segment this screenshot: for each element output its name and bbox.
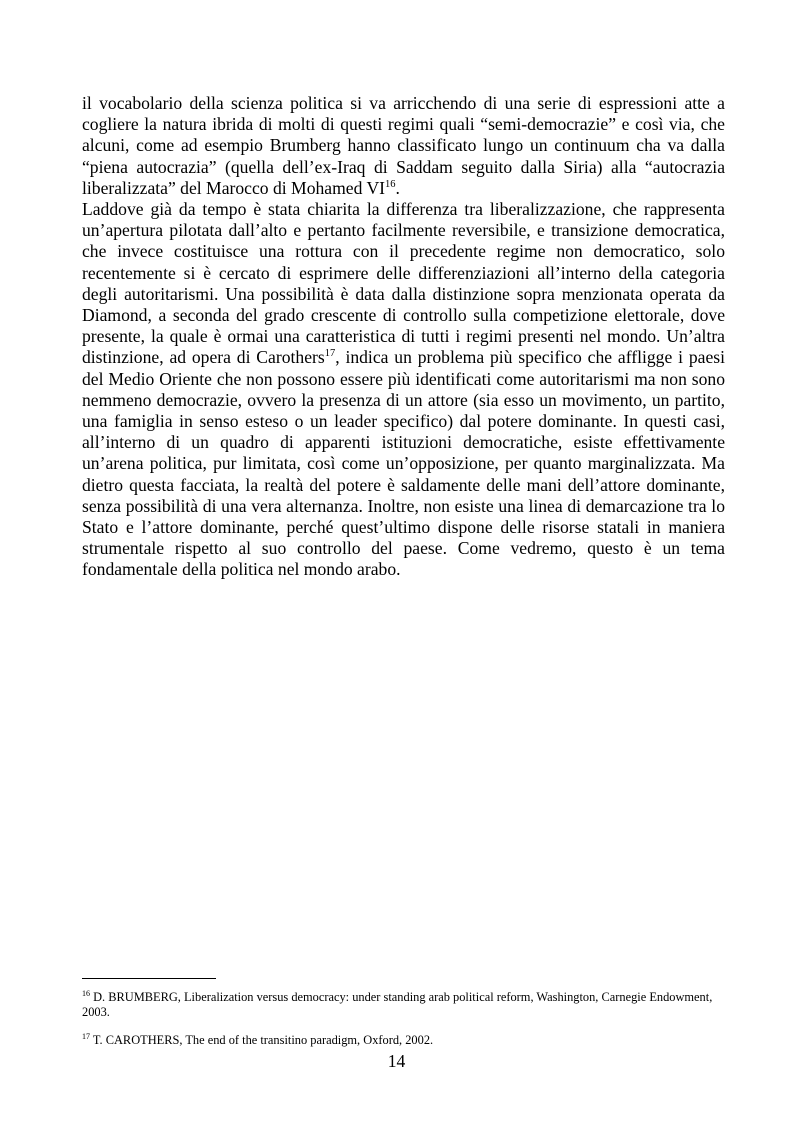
footnote-number-16: 16 [82,988,90,998]
footnote-separator [82,978,216,979]
paragraph-2-text-b: , indica un problema più specifico che affligge i paesi del Medio Oriente che non possono essere più identificati come autoritarismi ma non sono nemmeno democrazie, ovvero la presenza di un attore (sia esso un movimento, un partito, una famiglia in senso esteso o un leader specifico) dal potere dominante. In questi casi, all’interno di un quadro di apparenti istituzioni democratiche, esiste effettivamente un’arena politica, pur limitata, così come un’opposizione, per quanto marginalizzata. Ma dietro questa facciata, la realtà del potere è saldamente delle mani dell’attore dominante, senza possibilità di una vera alternanza. Inoltre, non esiste una linea di demarcazione tra lo Stato e l’attore dominante, perché quest’ultimo dispone delle risorse statali in maniera strumentale rispetto al suo controllo del paese. Come vedremo, questo è un tema fondamentale della politica nel mondo arabo. [82,347,725,580]
footnote-17 [82,1033,725,1048]
page-number: 14 [387,1051,406,1071]
paragraph-1-text-a: il vocabolario della scienza politica si va arricchendo di una serie di espressioni atte a cogliere la natura ibrida di molti di questi regimi quali “semi-democrazie” e così via, che alcuni, come ad esempio Brumberg hanno classificato lungo un continuum cha va dalla “piena autocrazia” (quella dell’ex-Iraq di Saddam seguito dalla Siria) alla “autocrazia liberalizzata” del Marocco di Mohamed VI [82,93,725,198]
footnote-16 [82,990,725,1020]
body-text [82,93,725,581]
footnote-number-17: 17 [82,1031,90,1041]
paragraph-2 [82,199,725,581]
paragraph-1-text-b: . [395,177,400,198]
paragraph-2-text-a: Laddove già da tempo è stata chiarita la differenza tra liberalizzazione, che rappresenta un’apertura pilotata dall’alto e pertanto facilmente reversibile, e transizione democratica, che invece costituisce una rottura con il precedente regime non democratico, solo recentemente si è cercato di esprimere delle differenziazioni all’interno della categoria degli autoritarismi. Una possibilità è data dalla distinzione sopra menzionata operata da Diamond, a seconda del grado crescente di controllo sulla competizione elettorale, dove presente, la quale è ormai una caratteristica di tutti i regimi presenti nel mondo. Un’altra distinzione, ad opera di Carothers [82,199,725,368]
footnote-text-16: D. BRUMBERG, Liberalization versus democracy: under standing arab political reform, Washington, Carnegie Endowment, 2003. [82,990,713,1019]
footnote-text-17: T. CAROTHERS, The end of the transitino paradigm, Oxford, 2002. [92,1033,434,1047]
paragraph-1 [82,93,725,199]
footnote-ref-17[interactable]: 17 [324,348,336,360]
footnote-ref-16[interactable]: 16 [385,178,396,190]
